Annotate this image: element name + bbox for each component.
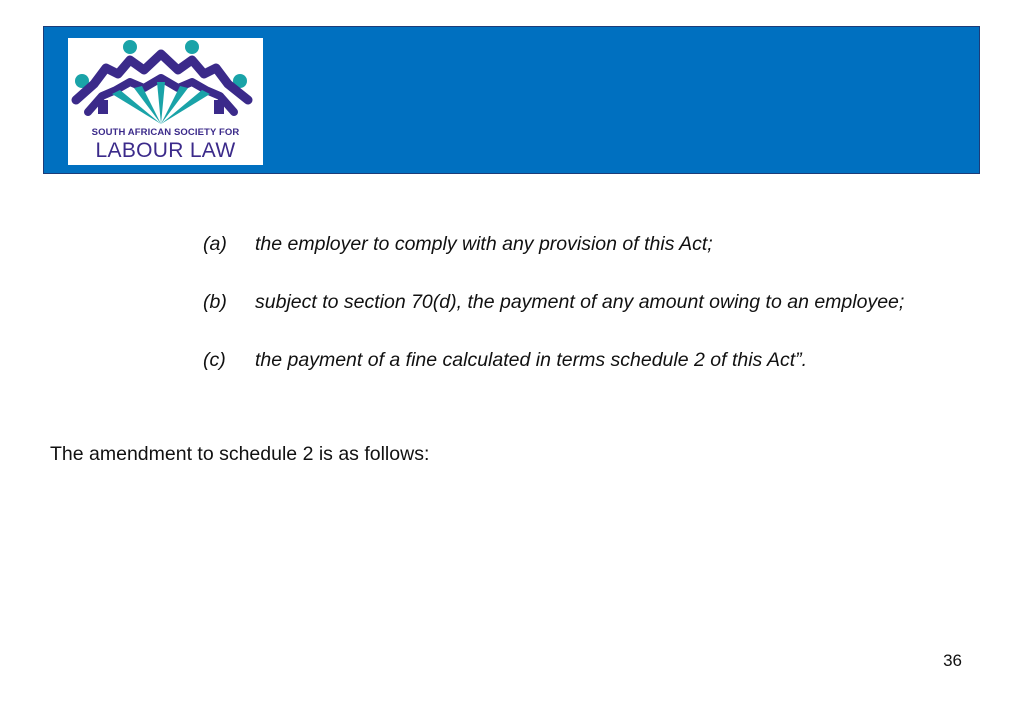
clause-list [203, 231, 978, 374]
header-band [43, 26, 980, 174]
clause-marker: (b) [203, 291, 227, 313]
clause-item-a [203, 231, 978, 258]
clause-text: subject to section 70(d), the payment of any amount owing to an employee; [255, 291, 905, 313]
logo-text-labour-law: LABOUR LAW [95, 139, 236, 162]
clause-item-b [203, 289, 978, 316]
logo-text-society: SOUTH AFRICAN SOCIETY FOR [91, 127, 240, 138]
clause-item-c [203, 347, 978, 374]
clause-marker: (a) [203, 233, 227, 255]
clause-text: the payment of a fine calculated in terms schedule 2 of this Act”. [255, 349, 808, 371]
clause-text: the employer to comply with any provision of this Act; [255, 233, 713, 255]
society-logo [68, 38, 263, 165]
people-chain-icon [68, 38, 263, 128]
clause-marker: (c) [203, 349, 226, 371]
page-number: 36 [943, 651, 962, 670]
body-paragraph: The amendment to schedule 2 is as follows: [50, 443, 430, 465]
